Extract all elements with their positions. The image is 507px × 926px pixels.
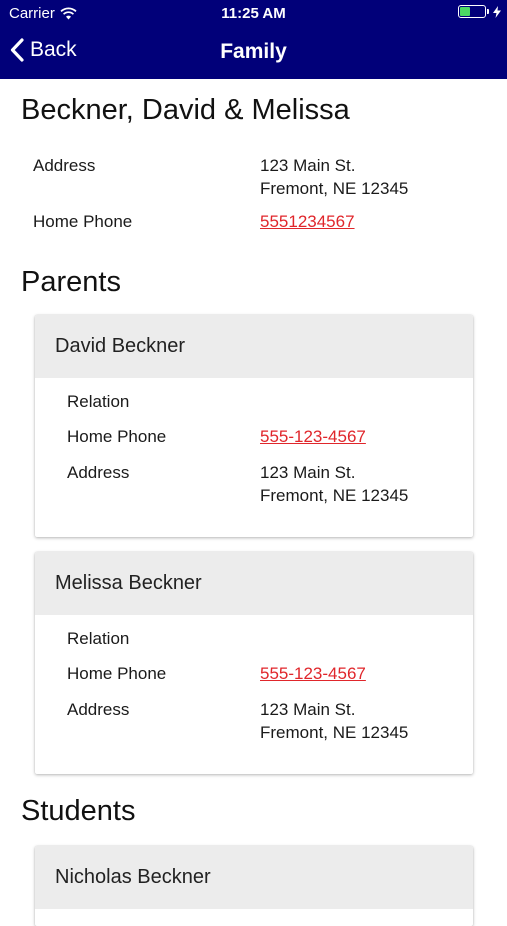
home-phone-label: Home Phone: [33, 212, 133, 231]
back-label: Back: [30, 38, 77, 61]
student-card[interactable]: [35, 846, 473, 926]
address-label: Address: [33, 156, 96, 175]
address-line-2: Fremont, NE 12345: [260, 486, 409, 505]
parent-card: [35, 552, 473, 774]
parent-card: [35, 315, 473, 537]
nav-bar: [0, 28, 507, 79]
home-phone-row: [67, 662, 467, 685]
parents-heading: Parents: [21, 266, 121, 298]
carrier-label: Carrier: [9, 5, 55, 22]
address-line-1: 123 Main St.: [260, 156, 356, 175]
home-phone-label: Home Phone: [67, 427, 167, 446]
home-phone-link[interactable]: 555-123-4567: [260, 427, 366, 446]
relation-label: Relation: [67, 629, 130, 648]
address-line-2: Fremont, NE 12345: [260, 723, 409, 742]
status-time: 11:25 AM: [221, 5, 286, 22]
app-header: [0, 0, 507, 79]
address-label: Address: [67, 463, 130, 482]
status-battery-group: [458, 5, 501, 18]
relation-label: Relation: [67, 392, 130, 411]
status-bar: [0, 0, 507, 28]
parent-name: Melissa Beckner: [35, 552, 473, 615]
home-phone-link[interactable]: 5551234567: [260, 212, 355, 231]
family-phone-row: [33, 210, 453, 233]
parent-name: David Beckner: [35, 315, 473, 378]
relation-row: [67, 627, 467, 650]
address-row: [67, 461, 467, 507]
address-row: [67, 698, 467, 744]
relation-row: [67, 390, 467, 413]
family-name: Beckner, David & Melissa: [21, 94, 350, 126]
charging-bolt-icon: [493, 6, 501, 18]
battery-icon: [458, 5, 486, 18]
family-address-row: [33, 154, 453, 200]
students-heading: Students: [21, 795, 136, 827]
address-label: Address: [67, 700, 130, 719]
address-line-1: 123 Main St.: [260, 463, 356, 482]
student-name: Nicholas Beckner: [35, 846, 473, 909]
home-phone-link[interactable]: 555-123-4567: [260, 664, 366, 683]
home-phone-label: Home Phone: [67, 664, 167, 683]
page-title: Family: [220, 40, 287, 63]
home-phone-row: [67, 425, 467, 448]
address-line-1: 123 Main St.: [260, 700, 356, 719]
address-line-2: Fremont, NE 12345: [260, 179, 409, 198]
